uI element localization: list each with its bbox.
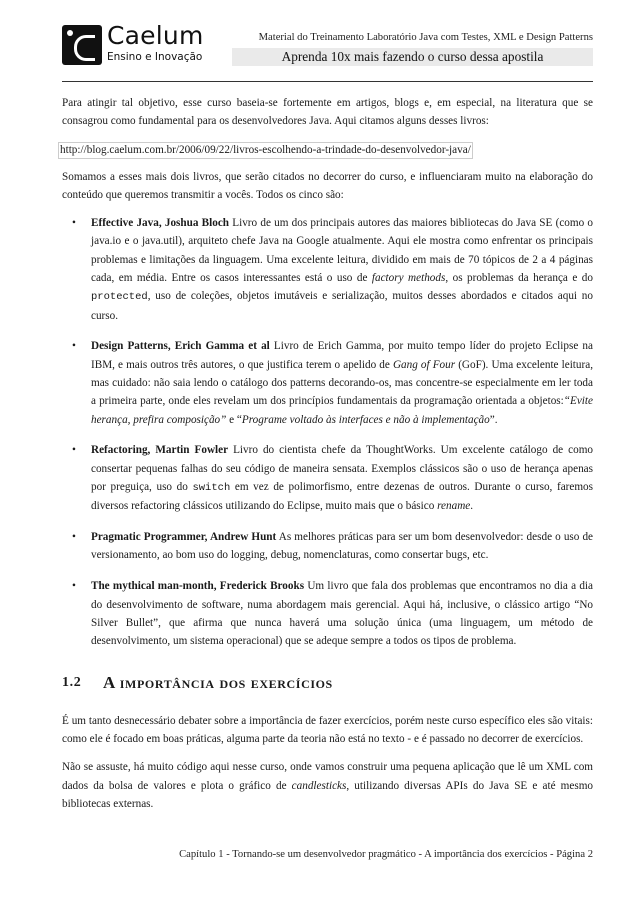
caelum-logo-icon [62, 25, 102, 65]
section-paragraph: É um tanto desnecessário debater sobre a importância de fazer exercícios, porém neste curso específico eles são vitais: como ele é focado em boas práticas, alguma parte da teoria não está no texto - e é passado no decorrer de exercícios. [62, 714, 593, 746]
header-banner[interactable]: Aprenda 10x mais fazendo o curso dessa apostila [232, 48, 593, 66]
content [62, 94, 593, 823]
section-paragraph-2: Não se assuste, há muito código aqui nesse curso, onde vamos construir uma pequena aplicação que lê um XML com dados da bolsa de valores e plota o gráfico de candlesticks, utilizando diversas APIs do Java SE e até mesmo bibliotecas externas. [62, 761, 593, 810]
page-footer: Capítulo 1 - Tornando-se um desenvolvedor pragmático - A importância dos exercícios - Página 2 [179, 849, 593, 860]
caelum-logo[interactable] [62, 21, 212, 65]
logo-subtitle: Ensino e Inovação [107, 51, 203, 63]
list-item: • Refactoring, Martin Fowler Livro do cientista chefe da ThoughtWorks. Um excelente catálogo de como consertar pequenas falhas do seu código de maneira sensata. Exemplos clássicos são o uso de herança apenas por preguiça, uso do switch em vez de polimorfismo, entre dezenas de outros. Durante o curso, faremos diversos refactoring clássicos utilizando do Eclipse, muito mais que o básico rename. [62, 441, 593, 515]
logo-name: Caelum [107, 21, 204, 50]
intro-paragraph: Para atingir tal objetivo, esse curso baseia-se fortemente em artigos, blogs e, em especial, na literatura que se consagrou como fundamental para os desenvolvedores Java. Aqui citamos alguns desses livros: [62, 97, 593, 128]
bullet-icon: • [72, 217, 76, 230]
header-title: Material do Treinamento Laboratório Java com Testes, XML e Design Patterns [258, 32, 593, 43]
list-item: • Design Patterns, Erich Gamma et al Livro de Erich Gamma, por muito tempo líder do projeto Eclipse na IBM, e mais outros três autores, o que justifica terem o apelido de Gang of Four (GoF). Uma excelente leitura, mas cuidado: não saia lendo o catálogo dos patterns decorando-os, mas concentre-se especialmente em ler toda a primeira parte, onde eles revelam um dos princípios fundamentais da programação orientada a objetos:“Evite herança, prefira composição” e “Programe voltado às interfaces e não à implementação”. [62, 337, 593, 428]
bullet-icon: • [72, 444, 76, 457]
bullet-icon: • [72, 340, 76, 353]
section-heading [62, 674, 593, 692]
book-title: Design Patterns, Erich Gamma et al [91, 340, 270, 353]
header-divider [62, 81, 593, 82]
section-title: A importância dos exercícios [103, 673, 333, 693]
book-list [62, 214, 593, 650]
book-title: Refactoring, Martin Fowler [91, 444, 229, 457]
bullet-icon: • [72, 580, 76, 593]
list-item: • The mythical man-month, Frederick Brooks Um livro que fala dos problemas que encontramos no dia a dia do desenvolvimento de software, numa abordagem mais gerencial. Aqui há, inclusive, o clássico artigo “No Silver Bullet”, que afirma que nunca haverá uma solução única (uma linguagem, um método de desenvolvimento, um sistema operacional) que se adeque sempre a todos os tipos de problema. [62, 577, 593, 650]
book-title: Pragmatic Programmer, Andrew Hunt [91, 531, 277, 544]
intro-paragraph-2: Somamos a esses mais dois livros, que serão citados no decorrer do curso, e influenciaram muito na elaboração do conteúdo que queremos transmitir a vocês. Todos os cinco são: [62, 170, 593, 201]
list-item: • Effective Java, Joshua Bloch Livro de um dos principais autores das maiores bibliotecas do Java SE (como o java.io e o java.util), arquiteto chefe Java na Google atualmente. Aqui ele mostra como enfrentar os principais problemas e limitações da linguagem. Uma excelente leitura, dividido em mais de 70 tópicos de 2 a 4 páginas cada, em média. Entre os casos interessantes está o uso de factory methods, os problemas da herança e do protected, uso de coleções, objetos imutáveis e serialização, muitos desses abordados e citados aqui no curso. [62, 214, 593, 325]
code-inline: switch [192, 482, 231, 495]
section-number: 1.2 [62, 675, 82, 691]
blog-link[interactable]: http://blog.caelum.com.br/2006/09/22/livros-escolhendo-a-trindade-do-desenvolvedor-java/ [58, 142, 473, 159]
bullet-icon: • [72, 531, 76, 544]
book-title: Effective Java, Joshua Bloch [91, 217, 230, 230]
code-inline: protected [91, 291, 148, 304]
list-item: • Pragmatic Programmer, Andrew Hunt As melhores práticas para ser um bom desenvolvedor: desde o uso de versionamento, ao bom uso do logging, debug, nomenclaturas, como consertar bugs, etc. [62, 528, 593, 565]
book-title: The mythical man-month, Frederick Brooks [91, 580, 305, 593]
